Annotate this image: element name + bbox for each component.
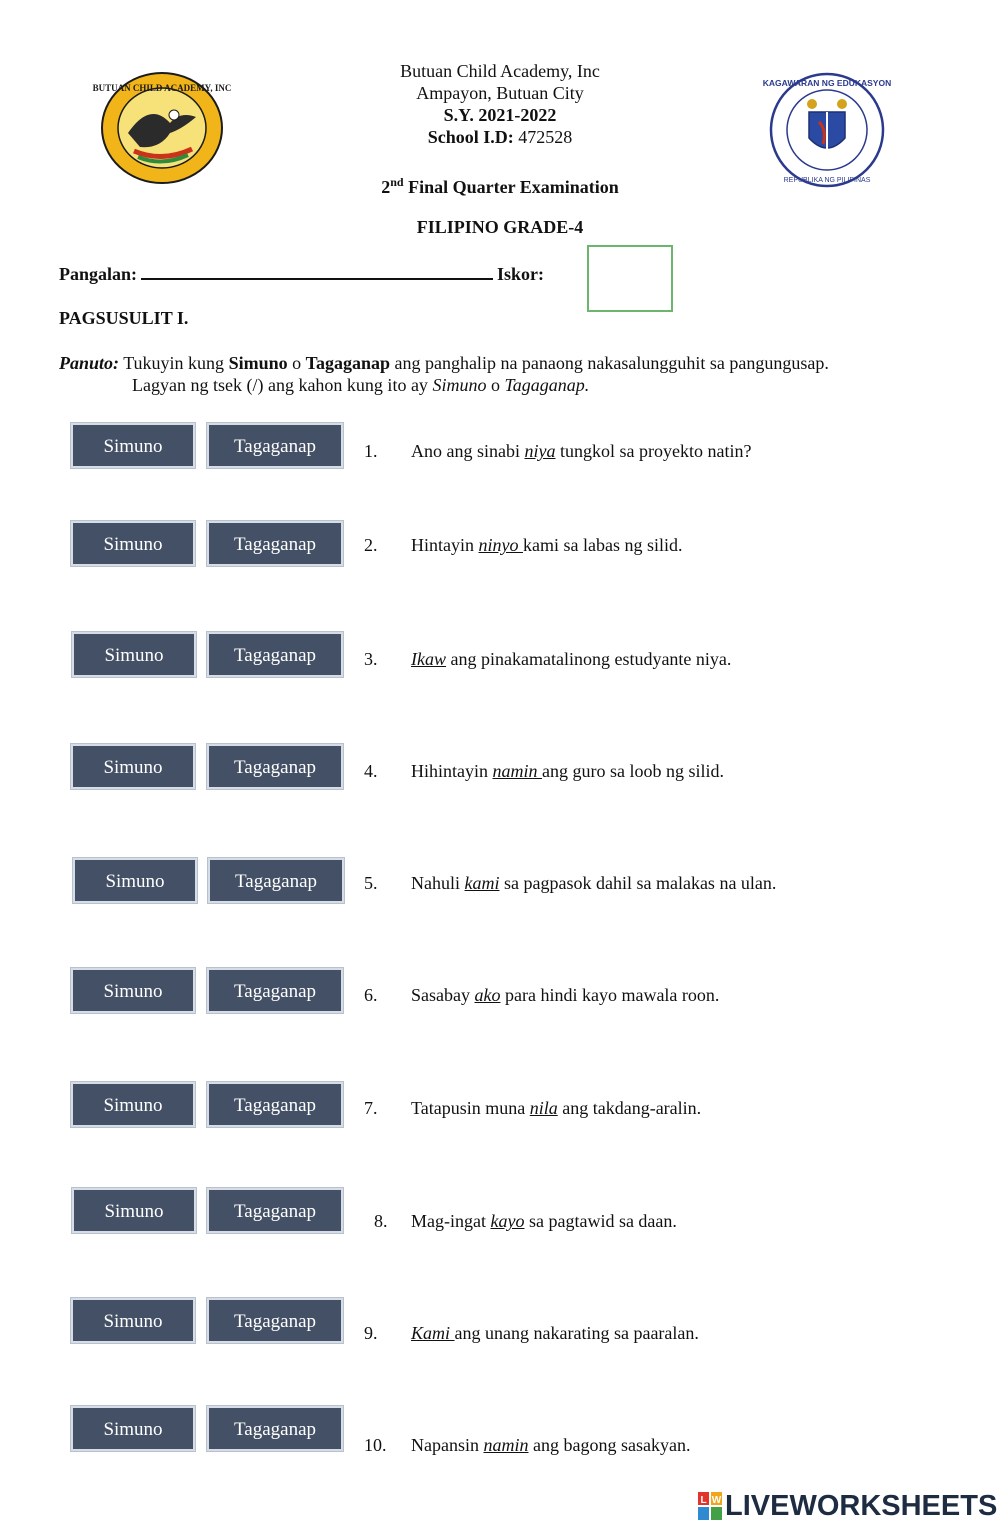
question-text xyxy=(411,873,776,894)
question-text-after: ang bagong sasakyan. xyxy=(528,1435,691,1455)
liveworksheets-brand: LIVEWORKSHEETS xyxy=(725,1490,998,1522)
question-text xyxy=(411,1098,701,1119)
underlined-pronoun: namin xyxy=(492,761,542,781)
question-number: 1. xyxy=(364,441,378,461)
question-text xyxy=(411,761,724,782)
underlined-pronoun: Ikaw xyxy=(411,649,446,669)
simuno-button[interactable]: Simuno xyxy=(73,858,197,903)
simuno-button[interactable]: Simuno xyxy=(72,632,196,677)
instructions-line2-tagaganap: Tagaganap. xyxy=(504,375,590,395)
instructions-part1: Tukuyin kung xyxy=(119,353,229,373)
question-text xyxy=(411,985,719,1006)
tagaganap-button[interactable]: Tagaganap xyxy=(207,1082,343,1127)
underlined-pronoun: ako xyxy=(474,985,501,1005)
question-text-after: sa pagpasok dahil sa malakas na ulan. xyxy=(499,873,777,893)
question-text-before: Sasabay xyxy=(411,985,475,1005)
question-text xyxy=(411,649,731,670)
name-blank-line xyxy=(141,262,493,280)
question-text-before: Nahuli xyxy=(411,873,465,893)
instructions-simuno: Simuno xyxy=(228,353,288,373)
tagaganap-button[interactable]: Tagaganap xyxy=(207,744,343,789)
tagaganap-button[interactable]: Tagaganap xyxy=(207,521,343,566)
svg-text:L: L xyxy=(700,1495,707,1506)
tagaganap-button[interactable]: Tagaganap xyxy=(207,423,343,468)
question-text xyxy=(411,441,751,462)
question-text-after: para hindi kayo mawala roon. xyxy=(500,985,720,1005)
exam-title xyxy=(0,171,1000,198)
score-box xyxy=(587,245,673,312)
tagaganap-button[interactable]: Tagaganap xyxy=(207,1298,343,1343)
question-text-before: Hintayin xyxy=(411,535,479,555)
simuno-button[interactable]: Simuno xyxy=(71,1298,195,1343)
question-text-after: kami sa labas ng silid. xyxy=(523,535,683,555)
instructions-line2a: Lagyan ng tsek (/) ang kahon kung ito ay xyxy=(132,375,433,395)
instructions-line2 xyxy=(59,374,959,396)
school-id-label: School I.D: xyxy=(427,127,514,147)
instructions-line2b: o xyxy=(486,375,505,395)
simuno-button[interactable]: Simuno xyxy=(71,744,195,789)
tagaganap-button[interactable]: Tagaganap xyxy=(208,858,344,903)
question-number: 2. xyxy=(364,535,378,555)
question-text-after: sa pagtawid sa daan. xyxy=(524,1211,677,1231)
school-logo-text: BUTUAN CHILD ACADEMY, INC xyxy=(92,83,232,93)
question-number: 6. xyxy=(364,985,378,1005)
instructions-part3: ang panghalip na panaong nakasalungguhit sa pangungusap. xyxy=(389,353,829,373)
school-id xyxy=(0,126,1000,148)
underlined-pronoun: kayo xyxy=(490,1211,525,1231)
tagaganap-button[interactable]: Tagaganap xyxy=(207,968,343,1013)
name-label: Pangalan: xyxy=(59,264,138,284)
question-text-before: Napansin xyxy=(411,1435,484,1455)
school-name: Butuan Child Academy, Inc xyxy=(400,61,600,81)
question-text-before: Hihintayin xyxy=(411,761,493,781)
question-text xyxy=(411,1211,677,1232)
school-address: Ampayon, Butuan City xyxy=(416,83,584,103)
liveworksheets-badge-icon xyxy=(697,1490,723,1522)
instructions-tagaganap: Tagaganap xyxy=(305,353,390,373)
question-number: 3. xyxy=(364,649,378,669)
underlined-pronoun: kami xyxy=(464,873,500,893)
question-number: 9. xyxy=(364,1323,378,1343)
question-text-after: tungkol sa proyekto natin? xyxy=(555,441,752,461)
question-text-before: Mag-ingat xyxy=(411,1211,491,1231)
simuno-button[interactable]: Simuno xyxy=(71,1082,195,1127)
tagaganap-button[interactable]: Tagaganap xyxy=(207,632,343,677)
question-text-before: Ano ang sinabi xyxy=(411,441,525,461)
subject-title: FILIPINO GRADE-4 xyxy=(416,217,584,237)
name-score-row xyxy=(59,262,544,285)
question-text-after: ang guro sa loob ng silid. xyxy=(542,761,724,781)
school-id-value: 472528 xyxy=(518,127,573,147)
deped-seal-text: KAGAWARAN NG EDUKASYON xyxy=(762,78,892,88)
underlined-pronoun: nila xyxy=(529,1098,558,1118)
question-number: 5. xyxy=(364,873,378,893)
question-number: 4. xyxy=(364,761,378,781)
score-label: Iskor: xyxy=(497,264,545,284)
deped-seal-bottom-text: REPUBLIKA NG PILIPINAS xyxy=(783,177,871,184)
question-text-before: Tatapusin muna xyxy=(411,1098,530,1118)
instructions-part2: o xyxy=(287,353,306,373)
instructions-line2-simuno: Simuno xyxy=(432,375,487,395)
question-number: 8. xyxy=(374,1211,388,1231)
simuno-button[interactable]: Simuno xyxy=(71,423,195,468)
section-title: PAGSUSULIT I. xyxy=(59,308,189,328)
question-text-after: ang takdang-aralin. xyxy=(557,1098,702,1118)
exam-ordinal: 2 xyxy=(381,177,391,197)
underlined-pronoun: Kami xyxy=(411,1323,455,1343)
question-text xyxy=(411,535,682,556)
simuno-button[interactable]: Simuno xyxy=(71,968,195,1013)
underlined-pronoun: niya xyxy=(524,441,556,461)
instructions xyxy=(59,352,959,396)
question-number: 10. xyxy=(364,1435,387,1455)
question-text xyxy=(411,1323,699,1344)
instructions-label: Panuto: xyxy=(59,353,120,373)
tagaganap-button[interactable]: Tagaganap xyxy=(207,1406,343,1451)
simuno-button[interactable]: Simuno xyxy=(72,1188,196,1233)
simuno-button[interactable]: Simuno xyxy=(71,1406,195,1451)
question-text-after: ang pinakamatalinong estudyante niya. xyxy=(446,649,732,669)
tagaganap-button[interactable]: Tagaganap xyxy=(207,1188,343,1233)
svg-text:W: W xyxy=(711,1495,722,1506)
exam-ordinal-suffix: nd xyxy=(390,175,404,189)
question-text xyxy=(411,1435,690,1456)
question-number: 7. xyxy=(364,1098,378,1118)
underlined-pronoun: ninyo xyxy=(478,535,523,555)
simuno-button[interactable]: Simuno xyxy=(71,521,195,566)
question-text-after: ang unang nakarating sa paaralan. xyxy=(454,1323,699,1343)
exam-title-text: Final Quarter Examination xyxy=(408,177,619,197)
school-year: S.Y. 2021-2022 xyxy=(443,105,557,125)
underlined-pronoun: namin xyxy=(483,1435,529,1455)
